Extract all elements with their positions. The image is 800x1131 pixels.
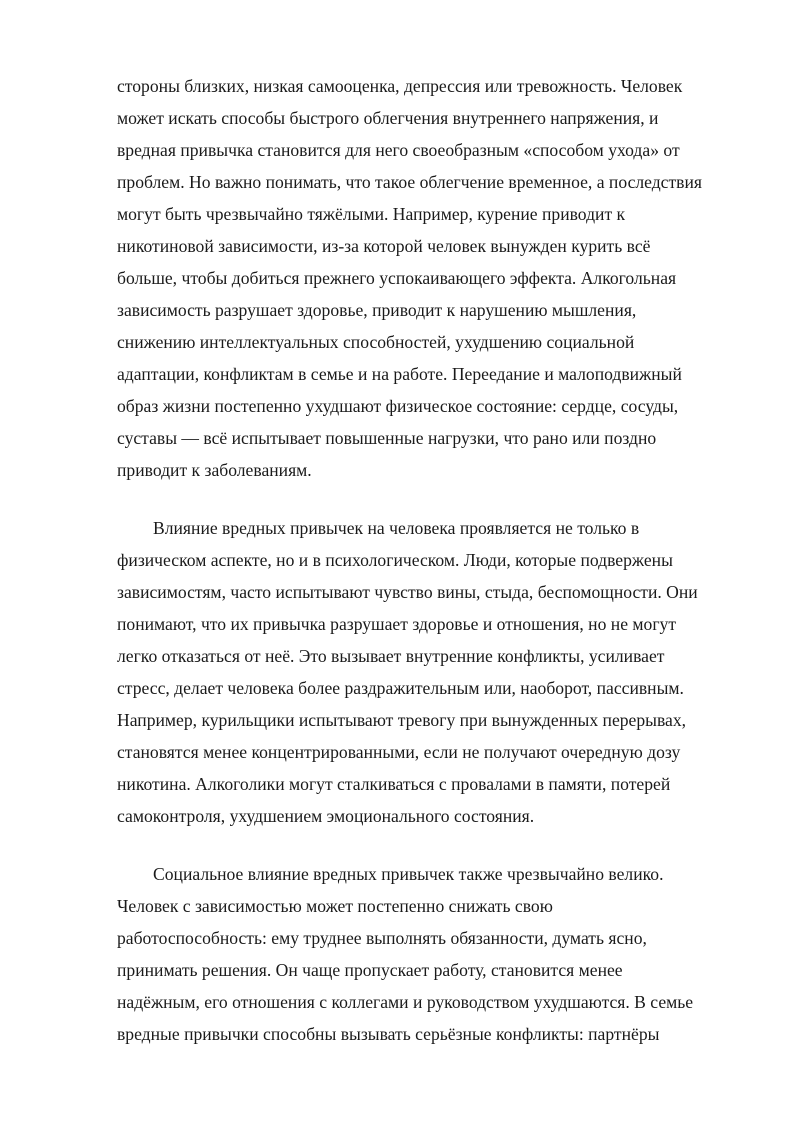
paragraph-1-line: адаптации, конфликтам в семье и на работе. Переедание и малоподвижный [117, 364, 682, 384]
paragraph-3-line: принимать решения. Он чаще пропускает работу, становится менее [117, 960, 623, 980]
paragraph-2-line: легко отказаться от неё. Это вызывает внутренние конфликты, усиливает [117, 646, 665, 666]
paragraph-1-line: снижению интеллектуальных способностей, ухудшению социальной [117, 332, 635, 352]
paragraph-3-line: надёжным, его отношения с коллегами и руководством ухудшаются. В семье [117, 992, 694, 1012]
paragraph-1-line: никотиновой зависимости, из-за которой человек вынужден курить всё [117, 236, 651, 256]
paragraph-2-line: никотина. Алкоголики могут сталкиваться с провалами в памяти, потерей [117, 774, 671, 794]
paragraph-1-line: суставы — всё испытывает повышенные нагрузки, что рано или поздно [117, 428, 657, 448]
paragraph-1-line: стороны близких, низкая самооценка, депрессия или тревожность. Человек [117, 76, 683, 96]
paragraph-1-line: проблем. Но важно понимать, что такое облегчение временное, а последствия [117, 172, 703, 192]
paragraph-2-line: стресс, делает человека более раздражительным или, наоборот, пассивным. [117, 678, 684, 698]
paragraph-2-line: самоконтроля, ухудшением эмоционального состояния. [117, 806, 535, 826]
paragraph-1-line: могут быть чрезвычайно тяжёлыми. Например, курение приводит к [117, 204, 626, 224]
paragraph-3-line: Человек с зависимостью может постепенно снижать свою [117, 896, 553, 916]
paragraph-2-line: физическом аспекте, но и в психологическом. Люди, которые подвержены [117, 550, 673, 570]
paragraph-2-line: Например, курильщики испытывают тревогу при вынужденных перерывах, [117, 710, 687, 730]
paragraph-2-line: зависимостям, часто испытывают чувство вины, стыда, беспомощности. Они [117, 582, 698, 602]
paragraph-2-line: становятся менее концентрированными, если не получают очередную дозу [117, 742, 681, 762]
paragraph-2-line: Влияние вредных привычек на человека проявляется не только в [153, 518, 640, 538]
paragraph-1-line: образ жизни постепенно ухудшают физическое состояние: сердце, сосуды, [117, 396, 679, 416]
paragraph-1-line: больше, чтобы добиться прежнего успокаивающего эффекта. Алкогольная [117, 268, 677, 288]
paragraph-1-line: приводит к заболеваниям. [117, 460, 312, 480]
paragraph-1-line: вредная привычка становится для него своеобразным «способом ухода» от [117, 140, 680, 160]
paragraph-3-line: работоспособность: ему труднее выполнять обязанности, думать ясно, [117, 928, 647, 948]
paragraph-1-line: зависимость разрушает здоровье, приводит к нарушению мышления, [117, 300, 637, 320]
paragraph-2-line: понимают, что их привычка разрушает здоровье и отношения, но не могут [117, 614, 677, 634]
paragraph-1-line: может искать способы быстрого облегчения внутреннего напряжения, и [117, 108, 659, 128]
paragraph-3-line: Социальное влияние вредных привычек также чрезвычайно велико. [153, 864, 664, 884]
paragraph-3-line: вредные привычки способны вызывать серьёзные конфликты: партнёры [117, 1024, 660, 1044]
